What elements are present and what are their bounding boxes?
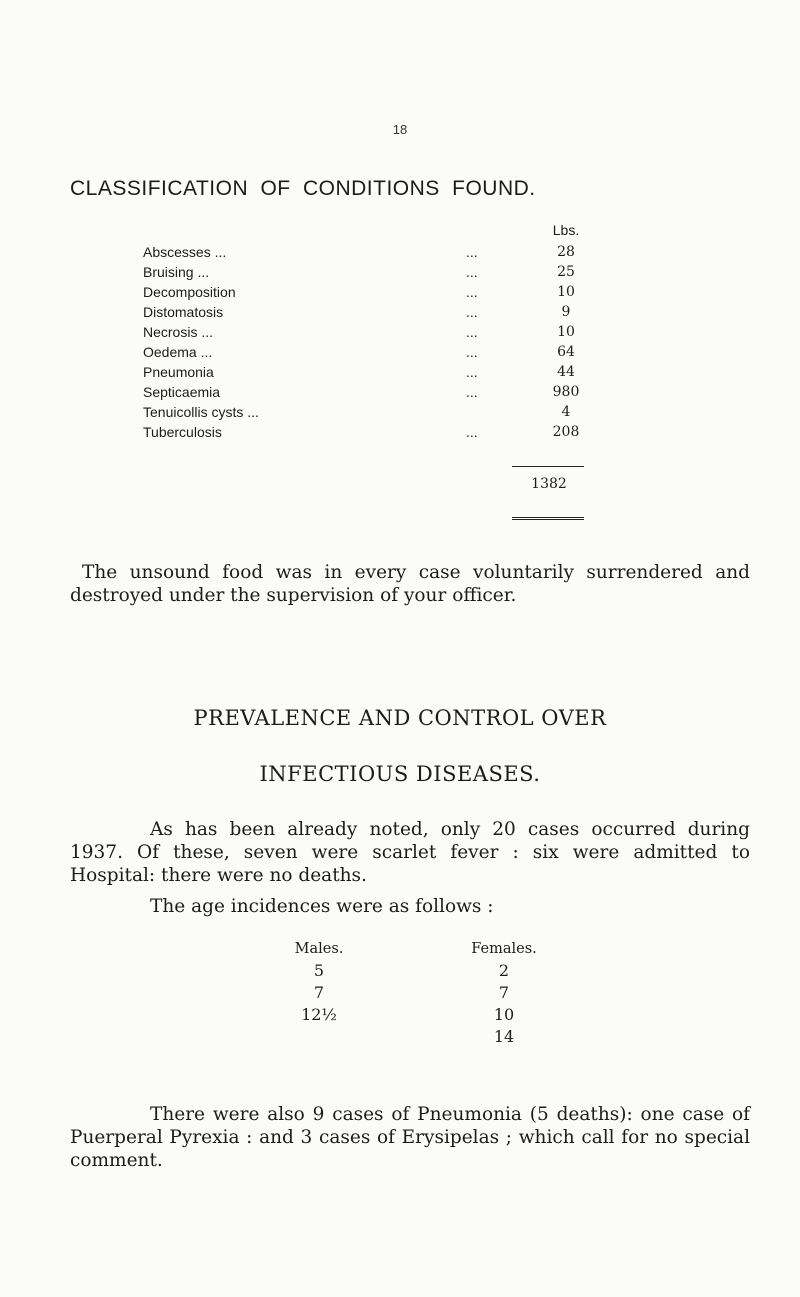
section-heading-line2: INFECTIOUS DISEASES.	[259, 762, 541, 786]
females-value: 2	[498, 961, 510, 980]
table-row	[143, 302, 613, 322]
condition-lbs: 25	[557, 264, 575, 280]
table-row	[143, 242, 613, 262]
condition-lbs: 4	[561, 404, 571, 420]
condition-name: Bruising ...	[143, 264, 210, 280]
table-row	[143, 322, 613, 342]
unit-header: Lbs.	[552, 222, 580, 238]
age-intro-paragraph: The age incidences were as follows :	[150, 896, 494, 917]
condition-name: Decomposition	[143, 284, 236, 300]
classification-table	[143, 242, 613, 442]
females-value: 10	[493, 1005, 515, 1024]
table-row	[143, 282, 613, 302]
condition-name: Distomatosis	[143, 304, 224, 320]
males-value: 7	[313, 983, 325, 1002]
condition-lbs: 44	[557, 364, 575, 380]
condition-lbs: 208	[552, 424, 580, 440]
table-row	[143, 342, 613, 362]
classification-title: CLASSIFICATION OF CONDITIONS FOUND.	[70, 177, 536, 200]
leader-dots: ...	[466, 304, 478, 320]
condition-name: Pneumonia	[143, 364, 214, 380]
leader-dots: ...	[466, 244, 478, 260]
females-column	[414, 938, 594, 1048]
condition-name: Oedema ...	[143, 344, 213, 360]
condition-lbs: 64	[557, 344, 575, 360]
condition-lbs: 28	[557, 244, 575, 260]
leader-dots: ...	[466, 324, 478, 340]
males-value: 5	[313, 961, 325, 980]
total-lbs: 1382	[531, 476, 567, 492]
condition-name: Septicaemia	[143, 384, 221, 400]
total-rule	[512, 466, 584, 467]
table-row	[143, 422, 613, 442]
leader-dots: ...	[466, 264, 478, 280]
females-header: Females.	[471, 941, 537, 957]
leader-dots: ...	[466, 344, 478, 360]
condition-name: Tuberculosis	[143, 424, 222, 440]
table-row	[143, 402, 613, 422]
condition-lbs: 980	[552, 384, 580, 400]
leader-dots: ...	[466, 384, 478, 400]
leader-dots: ...	[466, 364, 478, 380]
leader-dots: ...	[466, 424, 478, 440]
leader-dots: ...	[466, 284, 478, 300]
cases-paragraph: As has been already noted, only 20 cases occurred during 1937. Of these, seven were scarlet fever : six were admitted to Hospital: there were no deaths.	[70, 819, 750, 886]
condition-lbs: 9	[561, 304, 571, 320]
table-row	[143, 262, 613, 282]
other-cases-paragraph: There were also 9 cases of Pneumonia (5 deaths): one case of Puerperal Pyrexia : and 3 cases of Erysipelas ; which call for no special comment.	[70, 1104, 750, 1171]
double-rule	[512, 517, 584, 521]
table-row	[143, 362, 613, 382]
page-number: 18	[392, 122, 408, 137]
condition-lbs: 10	[557, 284, 575, 300]
condition-lbs: 10	[557, 324, 575, 340]
condition-name: Necrosis ...	[143, 324, 214, 340]
males-header: Males.	[294, 941, 344, 957]
females-value: 14	[493, 1027, 515, 1046]
males-value: 12½	[301, 1005, 337, 1024]
females-value: 7	[498, 983, 510, 1002]
condition-name: Tenuicollis cysts ...	[143, 404, 259, 420]
males-column	[264, 938, 374, 1026]
section-heading-line1: PREVALENCE AND CONTROL OVER	[193, 706, 607, 730]
condition-name: Abscesses ...	[143, 244, 227, 260]
table-row	[143, 382, 613, 402]
unsound-food-paragraph: The unsound food was in every case voluntarily surrendered and destroyed under the supervision of your officer.	[70, 562, 750, 606]
